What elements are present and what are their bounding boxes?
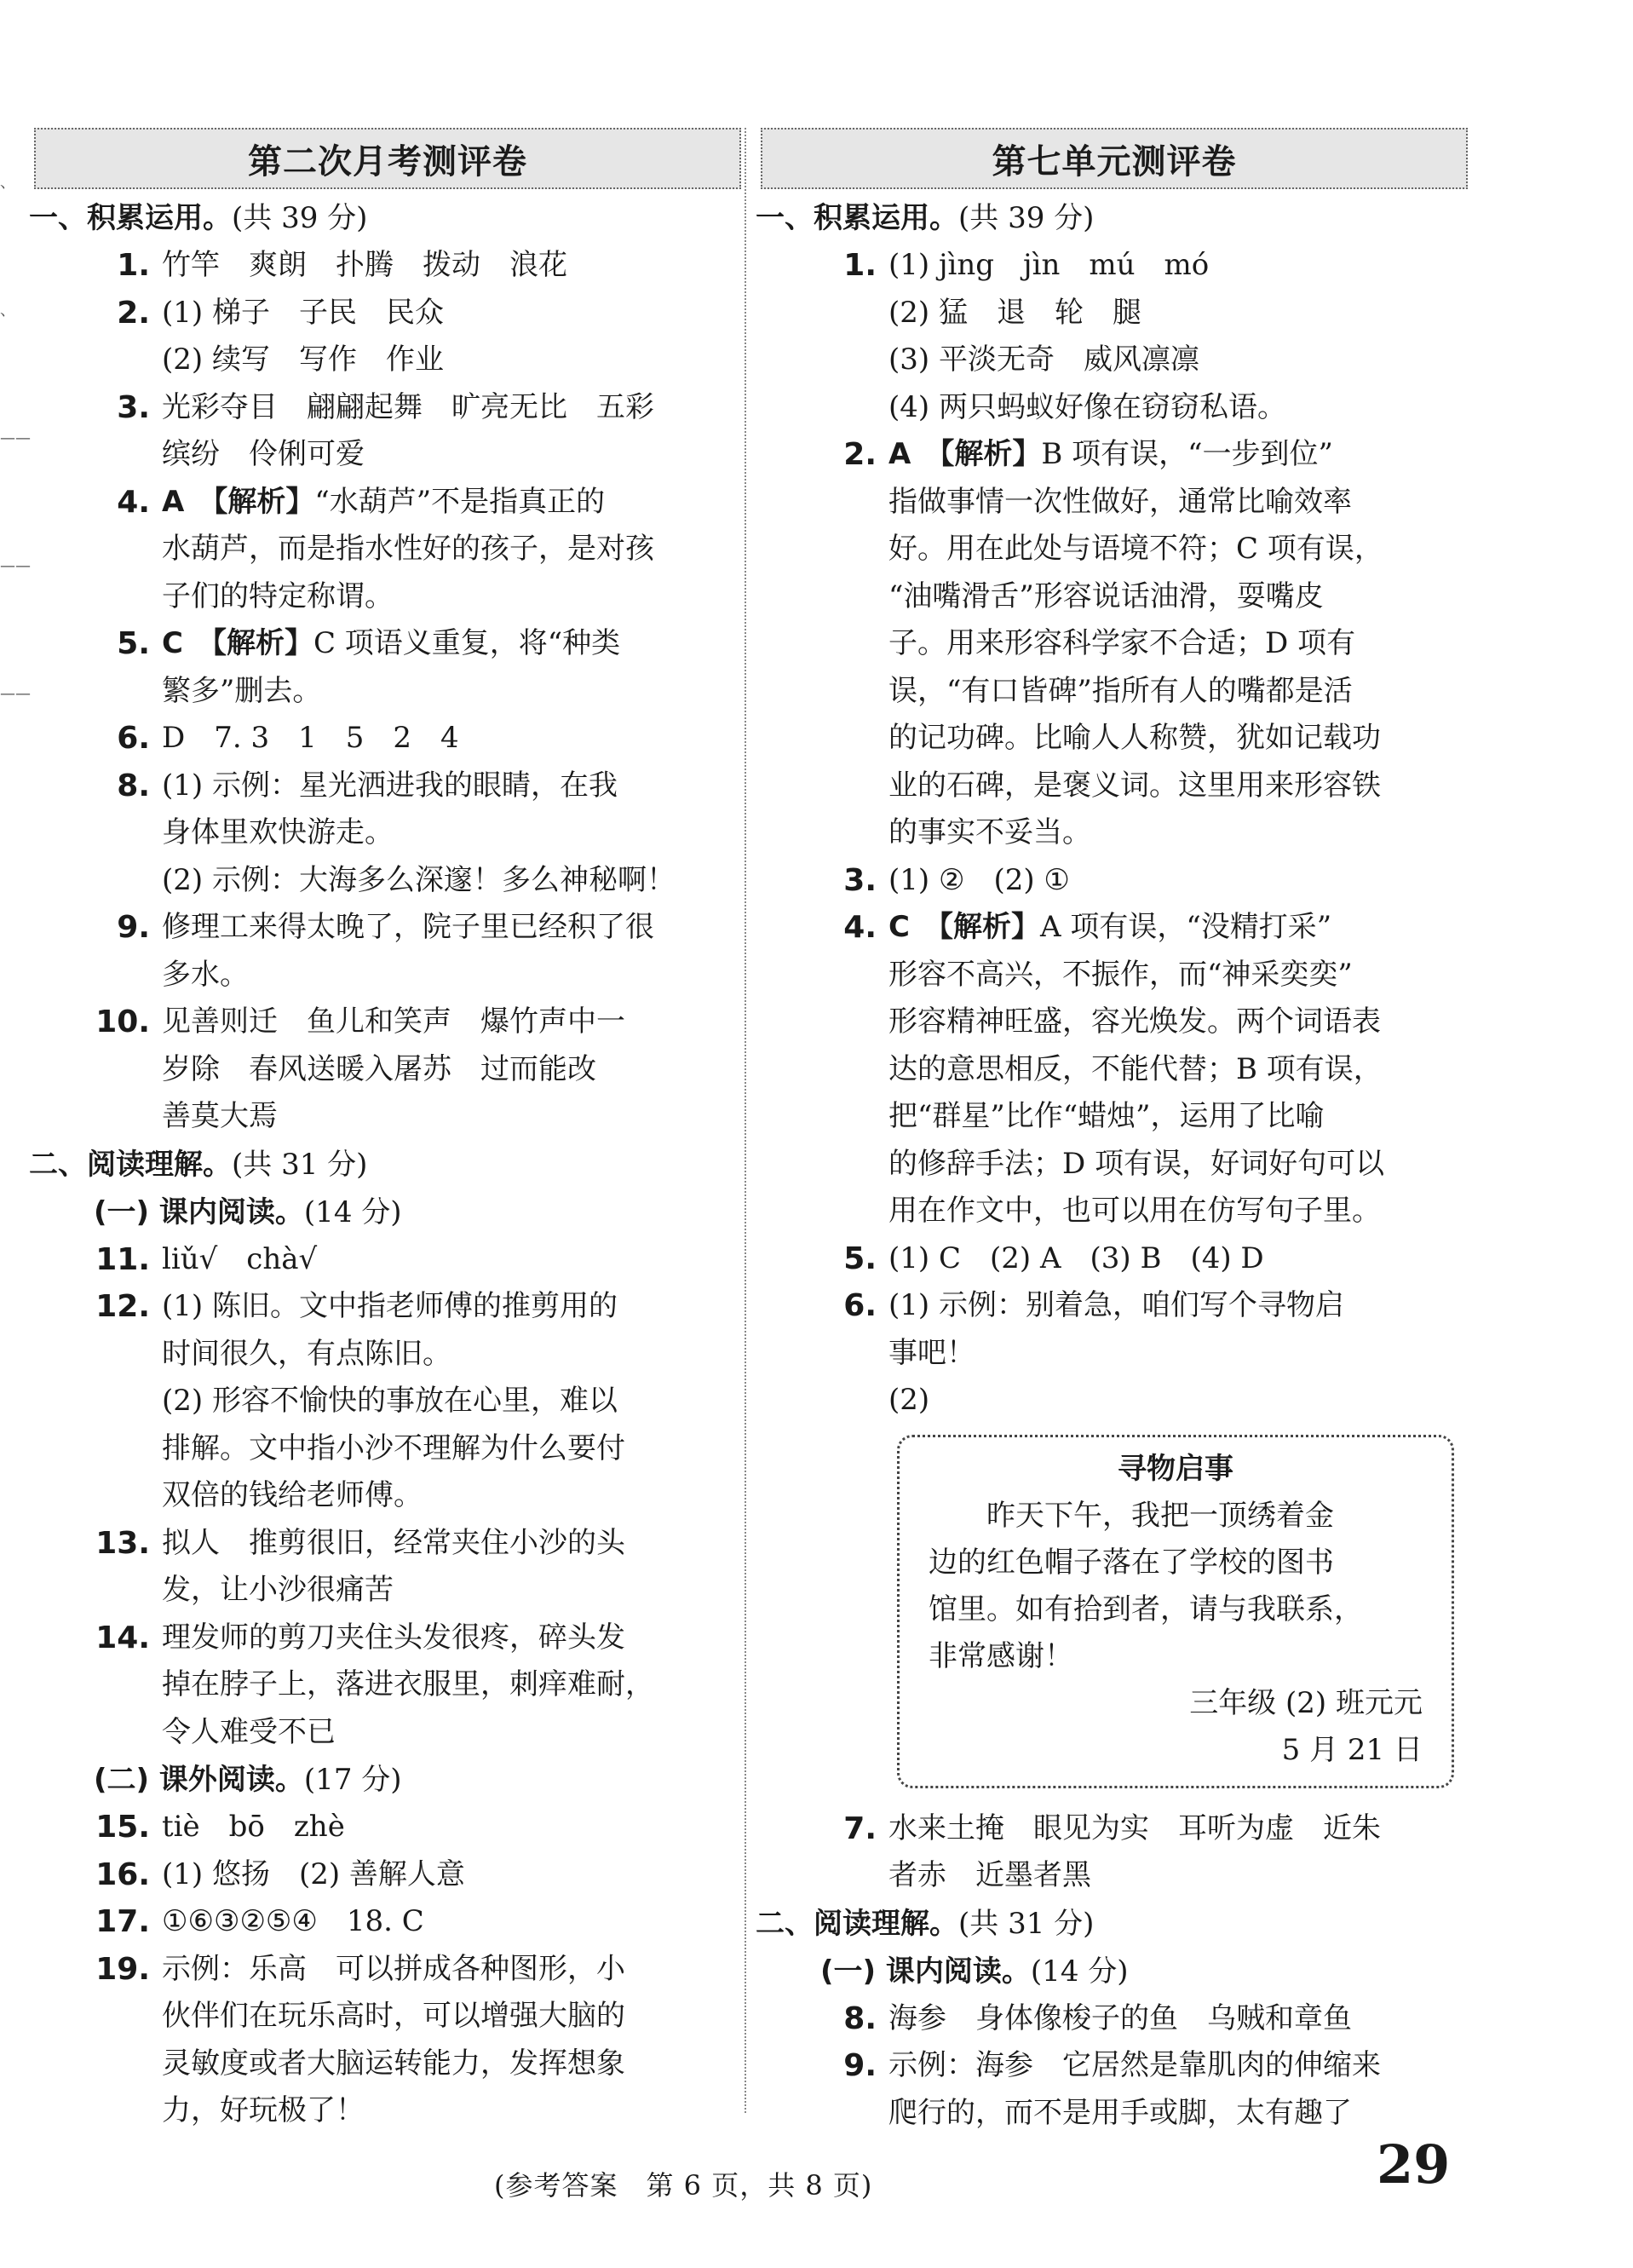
- answer-item: [761, 1235, 1468, 1283]
- answer-line: [888, 1852, 1468, 1900]
- answer-text: [162, 1898, 741, 1946]
- answer-number: 15.: [95, 1810, 150, 1845]
- answer-line-text: (4) 两只蚂蚁好像在窃窃私语。: [888, 389, 1286, 424]
- answer-text: [162, 763, 741, 905]
- answer-line-text: B 项有误，“一步到位”: [1041, 437, 1333, 471]
- answer-number: 8.: [843, 2000, 877, 2036]
- answer-number: 4.: [843, 910, 877, 945]
- answer-number: 17.: [95, 1904, 150, 1939]
- answer-number: 5.: [117, 626, 150, 661]
- answer-number: 3.: [843, 862, 877, 898]
- answer-line: [888, 857, 1468, 905]
- section-score: (共 31 分): [958, 1906, 1095, 1941]
- answer-tag: A 【解析】: [162, 484, 315, 519]
- answer-line: [162, 1709, 741, 1757]
- answer-item: [34, 904, 741, 999]
- answer-line: [162, 431, 741, 479]
- answer-text: [162, 999, 741, 1141]
- answer-item: [34, 1520, 741, 1615]
- answer-text: [162, 479, 741, 621]
- answer-line-text: 岁除 春风送暖入屠苏 过而能改: [162, 1051, 596, 1086]
- answer-text: [162, 1851, 741, 1899]
- answer-number: 13.: [95, 1525, 150, 1561]
- answer-line-text: 排解。文中指小沙不理解为什么要付: [162, 1430, 625, 1465]
- answer-line: [162, 1993, 741, 2041]
- answer-tag: C 【解析】: [162, 626, 313, 660]
- answer-number: 7.: [843, 1810, 877, 1846]
- answer-line: [162, 1615, 741, 1662]
- answer-item: [34, 290, 741, 384]
- answer-line-text: tiè bō zhè: [162, 1810, 345, 1844]
- answer-number: 10.: [95, 1004, 150, 1039]
- answer-line: [162, 1567, 741, 1615]
- subsection-label: (二) 课外阅读。: [94, 1763, 304, 1797]
- answer-item: [34, 1804, 741, 1851]
- answer-line: [888, 1235, 1468, 1283]
- answer-number: 9.: [117, 910, 150, 945]
- left-column-title: 第二次月考测评卷: [34, 128, 741, 189]
- answer-line-text: 灵敏度或者大脑运转能力，发挥想象: [162, 2046, 625, 2081]
- answer-line-text: 发，让小沙很痛苦: [162, 1573, 394, 1607]
- answer-line: [162, 1236, 741, 1284]
- answer-text: [162, 1283, 741, 1520]
- section-heading: [756, 194, 1468, 242]
- answer-line-text: 竹竿 爽朗 扑腾 拨动 浪花: [162, 248, 567, 282]
- answer-item: [34, 715, 741, 763]
- answer-line-text: C 项语义重复，将“种类: [313, 626, 621, 660]
- answer-line: [888, 1141, 1468, 1189]
- answer-item: [761, 2042, 1468, 2137]
- answer-item: [34, 1283, 741, 1520]
- answer-item: [34, 1946, 741, 2135]
- answer-line-text: 掉在脖子上，落进衣服里，刺痒难耐，: [162, 1667, 654, 1701]
- answer-line-text: 水来土掩 眼见为实 耳听为虚 近朱: [888, 1810, 1381, 1845]
- answer-text: [888, 2042, 1468, 2137]
- answer-line: [162, 1378, 741, 1425]
- answer-line-text: 示例：乐高 可以拼成各种图形，小: [162, 1951, 625, 1986]
- answer-text: [162, 1804, 741, 1851]
- answer-line-text: 误，“有口皆碑”指所有人的嘴都是活: [888, 673, 1353, 708]
- answer-line: [162, 809, 741, 857]
- answer-text: [888, 1805, 1468, 1900]
- answer-number: 4.: [117, 484, 150, 520]
- answer-line: [162, 2087, 741, 2135]
- answer-line: [888, 904, 1468, 952]
- notice-line: 非常感谢！: [929, 1638, 1073, 1673]
- answer-item: [34, 479, 741, 621]
- answer-line-text: 指做事情一次性做好，通常比喻效率: [888, 484, 1352, 519]
- answer-line: [162, 1804, 741, 1851]
- answer-line: [888, 809, 1468, 857]
- notice-line: 昨天下午，我把一顶绣着金: [929, 1498, 1334, 1533]
- answer-tag: A 【解析】: [888, 437, 1042, 471]
- section-score: (共 39 分): [232, 201, 368, 235]
- answer-item: [761, 1282, 1468, 1425]
- answer-text: [888, 857, 1468, 905]
- answer-item: [34, 1236, 741, 1284]
- answer-item: [34, 1898, 741, 1946]
- section-label: 二、阅读理解。: [29, 1147, 232, 1182]
- answer-line-text: 的记功碑。比喻人人称赞，犹如记载功: [888, 721, 1381, 755]
- answer-line-text: 繁多”删去。: [162, 673, 322, 708]
- footer-text: (参考答案 第 6 页，共 8 页): [494, 2169, 873, 2202]
- answer-item: [761, 904, 1468, 1235]
- notice-line: 边的红色帽子落在了学校的图书: [929, 1545, 1334, 1580]
- notice-title: 寻物启事: [1118, 1451, 1233, 1486]
- answer-line: [162, 1898, 741, 1946]
- answer-line: [162, 573, 741, 621]
- answer-line: [162, 1283, 741, 1331]
- answer-number: 5.: [843, 1240, 877, 1276]
- answer-line-text: 身体里欢快游走。: [162, 815, 394, 849]
- answer-line-text: 水葫芦，而是指水性好的孩子，是对孩: [162, 532, 654, 566]
- answer-line-text: (2) 示例：大海多么深邃！多么神秘啊！: [162, 862, 676, 897]
- answer-line-text: (1) jìng jìn mú mó: [888, 248, 1210, 282]
- left-answer-list: [29, 194, 741, 2135]
- section-label: 一、积累运用。: [29, 201, 232, 235]
- answer-line: [162, 857, 741, 905]
- section-heading: [29, 194, 741, 242]
- answer-line-text: (1) 示例：别着急，咱们写个寻物启: [888, 1288, 1344, 1322]
- answer-line: [888, 573, 1468, 621]
- left-column: [29, 128, 741, 2135]
- answer-line-text: (3) 平淡无奇 威风凛凛: [888, 343, 1199, 377]
- answer-line-text: D 7. 3 1 5 2 4: [162, 721, 459, 755]
- answer-line: [162, 1851, 741, 1899]
- answer-line: [162, 242, 741, 290]
- answer-number: 19.: [95, 1951, 150, 1987]
- answer-line: [888, 620, 1468, 668]
- answer-item: [34, 384, 741, 479]
- answer-line: [162, 1046, 741, 1094]
- answer-line-text: (2) 续写 写作 作业: [162, 343, 444, 377]
- answer-line-text: (2): [888, 1383, 930, 1417]
- answer-text: [162, 1520, 741, 1615]
- answer-item: [761, 857, 1468, 905]
- answer-line-text: 双倍的钱给老师傅。: [162, 1478, 423, 1512]
- answer-line-text: (1) ② (2) ①: [888, 862, 1070, 897]
- answer-text: [162, 1615, 741, 1757]
- answer-line: [888, 1330, 1468, 1378]
- answer-line: [888, 999, 1468, 1046]
- lost-item-notice: [897, 1435, 1454, 1788]
- answer-line-text: (1) 梯子 子民 民众: [162, 295, 444, 330]
- subsection-label: (一) 课内阅读。: [94, 1194, 304, 1229]
- section-heading: [29, 1141, 741, 1189]
- answer-line-text: 缤纷 伶俐可爱: [162, 437, 365, 471]
- answer-text: [888, 1995, 1468, 2043]
- left-margin-strip: 、 、 —— —— ——: [0, 174, 31, 703]
- answer-line: [888, 952, 1468, 999]
- answer-line: [888, 526, 1468, 573]
- answer-line: [162, 763, 741, 810]
- answer-line: [888, 715, 1468, 763]
- answer-number: 16.: [95, 1856, 150, 1892]
- answer-line: [162, 337, 741, 384]
- answer-item: [34, 1851, 741, 1899]
- answer-line: [888, 1995, 1468, 2043]
- answer-line-text: 修理工来得太晚了，院子里已经积了很: [162, 910, 654, 944]
- answer-line-text: 的事实不妥当。: [888, 815, 1091, 849]
- answer-line: [888, 479, 1468, 527]
- answer-text: [162, 1946, 741, 2135]
- section-label: 一、积累运用。: [756, 201, 958, 235]
- answer-line: [162, 1425, 741, 1473]
- answer-line: [888, 668, 1468, 716]
- answer-line-text: 力，好玩极了！: [162, 2093, 365, 2127]
- answer-line-text: (1) 示例：星光洒进我的眼睛，在我: [162, 768, 618, 803]
- answer-text: [888, 904, 1468, 1235]
- answer-text: [162, 904, 741, 999]
- answer-line: [888, 1093, 1468, 1141]
- answer-line: [162, 952, 741, 999]
- answer-line-text: 伙伴们在玩乐高时，可以增强大脑的: [162, 1999, 625, 2033]
- answer-line: [888, 2042, 1468, 2090]
- answer-line-text: 的修辞手法；D 项有误，好词好句可以: [888, 1146, 1385, 1181]
- answer-line-text: 令人难受不已: [162, 1714, 336, 1749]
- answer-line-text: 者赤 近墨者黑: [888, 1858, 1091, 1892]
- answer-text: [888, 1235, 1468, 1283]
- answer-number: 6.: [843, 1288, 877, 1323]
- answer-line-text: 海参 身体像梭子的鱼 乌贼和章鱼: [888, 2000, 1352, 2035]
- answer-line-text: (2) 猛 退 轮 腿: [888, 295, 1141, 330]
- answer-line: [162, 2041, 741, 2088]
- answer-text: [162, 715, 741, 763]
- answer-line: [888, 431, 1468, 479]
- subsection-heading: [34, 1189, 741, 1236]
- answer-line-text: 事吧！: [888, 1335, 975, 1370]
- answer-text: [162, 384, 741, 479]
- answer-line-text: (1) C (2) A (3) B (4) D: [888, 1240, 1264, 1275]
- answer-line-text: 示例：海参 它居然是靠肌肉的伸缩来: [888, 2048, 1381, 2082]
- answer-line-text: liǔ√ chà√: [162, 1241, 318, 1276]
- page-number: 29: [1377, 2133, 1451, 2196]
- answer-item: [34, 763, 741, 905]
- answer-number: 12.: [95, 1289, 150, 1324]
- answer-line: [888, 2090, 1468, 2138]
- answer-line-text: (2) 形容不愉快的事放在心里，难以: [162, 1384, 618, 1418]
- answer-line: [888, 242, 1468, 290]
- answer-line: [162, 1946, 741, 1994]
- answer-item: [34, 242, 741, 290]
- answer-line-text: 把“群星”比作“蜡烛”，运用了比喻: [888, 1099, 1325, 1133]
- answer-line: [888, 290, 1468, 337]
- answer-line-text: ①⑥③②⑤④ 18. C: [162, 1904, 424, 1938]
- answer-line-text: 子们的特定称谓。: [162, 579, 394, 613]
- answer-item: [34, 1615, 741, 1757]
- answer-line: [162, 1661, 741, 1709]
- answer-line-text: A 项有误，“没精打采”: [1039, 910, 1332, 944]
- subsection-label: (一) 课内阅读。: [820, 1954, 1031, 1989]
- answer-item: [761, 431, 1468, 857]
- answer-line: [162, 526, 741, 573]
- answer-line: [888, 337, 1468, 384]
- right-answer-list: [756, 194, 1468, 2137]
- answer-number: 1.: [843, 248, 877, 283]
- answer-line: [162, 1472, 741, 1520]
- answer-line-text: 理发师的剪刀夹住头发很疼，碎头发: [162, 1620, 625, 1655]
- subsection-heading: [34, 1756, 741, 1804]
- answer-text: [888, 431, 1468, 857]
- answer-number: 14.: [95, 1620, 150, 1655]
- answer-line: [162, 384, 741, 432]
- answer-line-text: (1) 悠扬 (2) 善解人意: [162, 1856, 465, 1891]
- answer-text: [162, 242, 741, 290]
- answer-number: 1.: [117, 248, 150, 283]
- answer-line: [888, 1805, 1468, 1853]
- answer-text: [162, 1236, 741, 1284]
- answer-line-text: 光彩夺目 翩翩起舞 旷亮无比 五彩: [162, 389, 654, 424]
- answer-item: [34, 620, 741, 715]
- answer-line: [162, 999, 741, 1046]
- column-divider: [745, 128, 746, 2113]
- answer-text: [888, 1282, 1468, 1425]
- answer-number: 8.: [117, 768, 150, 803]
- answer-number: 3.: [117, 389, 150, 425]
- answer-line-text: 好。用在此处与语境不符；C 项有误，: [888, 532, 1383, 566]
- answer-text: [162, 290, 741, 384]
- answer-line: [162, 715, 741, 763]
- answer-line: [162, 620, 741, 668]
- notice-date: 5 月 21 日: [1281, 1732, 1423, 1767]
- answer-line: [162, 290, 741, 337]
- answer-line-text: “油嘴滑舌”形容说话油滑，耍嘴皮: [888, 579, 1324, 613]
- answer-line: [162, 668, 741, 716]
- answer-line-text: 时间很久，有点陈旧。: [162, 1336, 451, 1371]
- answer-line: [162, 1093, 741, 1141]
- answer-text: [888, 242, 1468, 431]
- answer-number: 9.: [843, 2048, 877, 2083]
- answer-line-text: 子。用来形容科学家不合适；D 项有: [888, 626, 1356, 660]
- answer-line: [162, 1331, 741, 1379]
- section-label: 二、阅读理解。: [756, 1906, 958, 1941]
- answer-line: [162, 904, 741, 952]
- answer-line: [162, 1520, 741, 1568]
- right-column: [756, 128, 1468, 2137]
- answer-line-text: 多水。: [162, 957, 249, 992]
- section-score: (共 31 分): [232, 1147, 368, 1182]
- answer-line: [888, 763, 1468, 810]
- answer-line: [888, 1046, 1468, 1094]
- answer-line: [888, 1377, 1468, 1425]
- right-column-title: 第七单元测评卷: [761, 128, 1468, 189]
- answer-line-text: 达的意思相反，不能代替；B 项有误，: [888, 1051, 1383, 1086]
- answer-item: [761, 1995, 1468, 2043]
- answer-item: [34, 999, 741, 1141]
- subsection-score: (14 分): [303, 1194, 402, 1229]
- answer-item: [761, 1805, 1468, 1900]
- answer-number: 2.: [117, 295, 150, 331]
- answer-line-text: 拟人 推剪很旧，经常夹住小沙的头: [162, 1525, 625, 1560]
- answer-text: [162, 620, 741, 715]
- answer-line: [162, 479, 741, 527]
- answer-number: 6.: [117, 721, 150, 756]
- notice-line: 馆里。如有拾到者，请与我联系，: [929, 1592, 1363, 1626]
- answer-number: 11.: [95, 1241, 150, 1277]
- subsection-score: (14 分): [1030, 1954, 1129, 1989]
- answer-line-text: 形容不高兴，不振作，而“神采奕奕”: [888, 957, 1353, 992]
- section-heading: [756, 1900, 1468, 1948]
- answer-line-text: 见善则迁 鱼儿和笑声 爆竹声中一: [162, 1004, 625, 1039]
- answer-line-text: “水葫芦”不是指真正的: [314, 484, 606, 519]
- answer-line: [888, 1282, 1468, 1330]
- answer-line-text: 善莫大焉: [162, 1099, 278, 1133]
- answer-line-text: 业的石碑，是褒义词。这里用来形容铁: [888, 768, 1381, 803]
- subsection-score: (17 分): [303, 1763, 402, 1797]
- answer-line: [888, 1188, 1468, 1235]
- answer-line-text: 用在作文中，也可以用在仿写句子里。: [888, 1194, 1381, 1228]
- answer-line-text: 爬行的，而不是用手或脚，太有趣了: [888, 2095, 1352, 2130]
- answer-line-text: 形容精神旺盛，容光焕发。两个词语表: [888, 1004, 1381, 1039]
- answer-item: [761, 242, 1468, 431]
- answer-line: [888, 384, 1468, 432]
- answer-tag: C 【解析】: [888, 910, 1040, 944]
- answer-number: 2.: [843, 437, 877, 472]
- subsection-heading: [761, 1948, 1468, 1995]
- answer-line-text: (1) 陈旧。文中指老师傅的推剪用的: [162, 1289, 618, 1323]
- notice-signature: 三年级 (2) 班元元: [1189, 1685, 1423, 1720]
- section-score: (共 39 分): [958, 201, 1095, 235]
